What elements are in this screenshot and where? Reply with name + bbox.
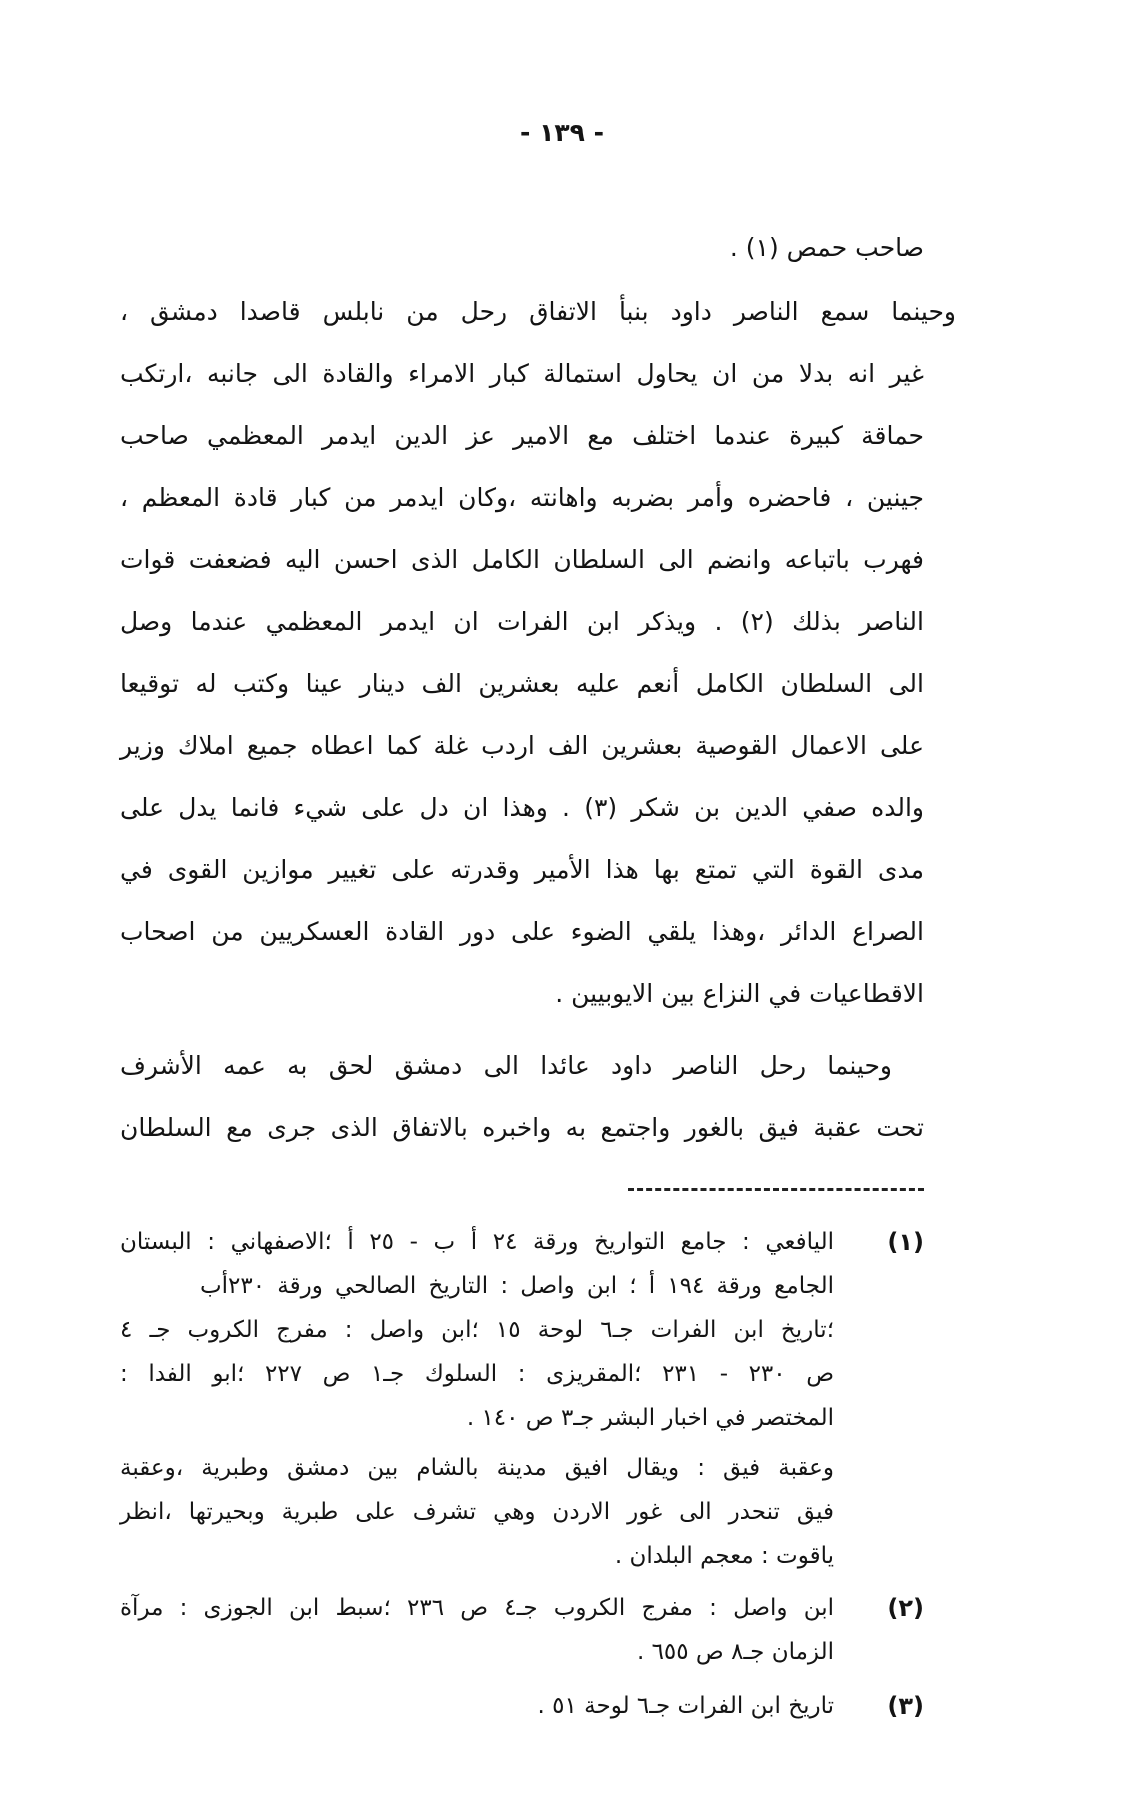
footnote-line: المختصر في اخبار البشر جـ٣ ص ١٤٠ . — [466, 1405, 834, 1431]
footnote-line: ابن واصل : مفرج الكروب جـ٤ ص ٢٣٦ ؛سبط ابن الجوزى : مرآة — [120, 1595, 834, 1621]
body-line: جينين ، فاحضره وأمر بضربه واهانته ،وكان ايدمر من كبار قادة المعظم ، — [120, 483, 924, 512]
body-line: الناصر بذلك (٢) . ويذكر ابن الفرات ان ايدمر المعظمي عندما وصل — [120, 607, 924, 636]
footnote-number: (٢) — [887, 1594, 924, 1622]
footnote-line: ص ٢٣٠ - ٢٣١ ؛المقريزى : السلوك جـ١ ص ٢٢٧ ؛ابو الفدا : — [120, 1361, 834, 1387]
body-line: مدى القوة التي تمتع بها هذا الأمير وقدرته على تغيير موازين القوى في — [120, 855, 924, 884]
footnote-separator — [628, 1188, 924, 1191]
footnote-line: ؛تاريخ ابن الفرات جـ٦ لوحة ١٥ ؛ابن واصل : مفرج الكروب جـ ٤ — [120, 1317, 835, 1343]
footnote-number: (١) — [887, 1228, 924, 1256]
footnote-line: الجامع ورقة ١٩٤ أ ؛ ابن واصل : التاريخ الصالحي ورقة ٢٣٠أب — [200, 1273, 834, 1299]
body-line: وحينما سمع الناصر داود بنبأ الاتفاق رحل من نابلس قاصدا دمشق ، — [120, 297, 956, 326]
body-line: الصراع الدائر ،وهذا يلقي الضوء على دور القادة العسكريين من اصحاب — [120, 917, 924, 946]
footnote-line: اليافعي : جامع التواريخ ورقة ٢٤ أ ب - ٢٥ أ ؛الاصفهاني : البستان — [120, 1229, 834, 1255]
body-line: غير انه بدلا من ان يحاول استمالة كبار الامراء والقادة الى جانبه ،ارتكب — [120, 359, 924, 388]
footnote-line: ياقوت : معجم البلدان . — [614, 1543, 834, 1569]
body-line: حماقة كبيرة عندما اختلف مع الامير عز الدين ايدمر المعظمي صاحب — [120, 421, 924, 450]
footnote-line: تاريخ ابن الفرات جـ٦ لوحة ٥١ . — [537, 1693, 834, 1719]
body-line: الى السلطان الكامل أنعم عليه بعشرين الف دينار عينا وكتب له توقيعا — [120, 669, 924, 698]
body-line: وحينما رحل الناصر داود عائدا الى دمشق لحق به عمه الأشرف — [120, 1051, 892, 1080]
footnote-line: الزمان جـ٨ ص ٦٥٥ . — [636, 1639, 834, 1665]
body-line: تحت عقبة فيق بالغور واجتمع به واخبره بالاتفاق الذى جرى مع السلطان — [120, 1113, 924, 1142]
page-number: - ١٣٩ - — [520, 118, 604, 147]
body-line: الاقطاعيات في النزاع بين الايوبيين . — [555, 979, 924, 1008]
body-line: على الاعمال القوصية بعشرين الف اردب غلة كما اعطاه جميع املاك وزير — [120, 731, 924, 760]
body-line: فهرب باتباعه وانضم الى السلطان الكامل الذى احسن اليه فضعفت قوات — [120, 545, 924, 574]
footnote-line: وعقبة فيق : ويقال افيق مدينة بالشام بين دمشق وطبرية ،وعقبة — [120, 1455, 834, 1481]
footnote-line: فيق تنحدر الى غور الاردن وهي تشرف على طبرية وبحيرتها ،انظر — [120, 1499, 834, 1525]
body-line: والده صفي الدين بن شكر (٣) . وهذا ان دل على شيء فانما يدل على — [120, 793, 924, 822]
footnote-number: (٣) — [887, 1692, 924, 1720]
body-line: صاحب حمص (١) . — [729, 233, 924, 262]
